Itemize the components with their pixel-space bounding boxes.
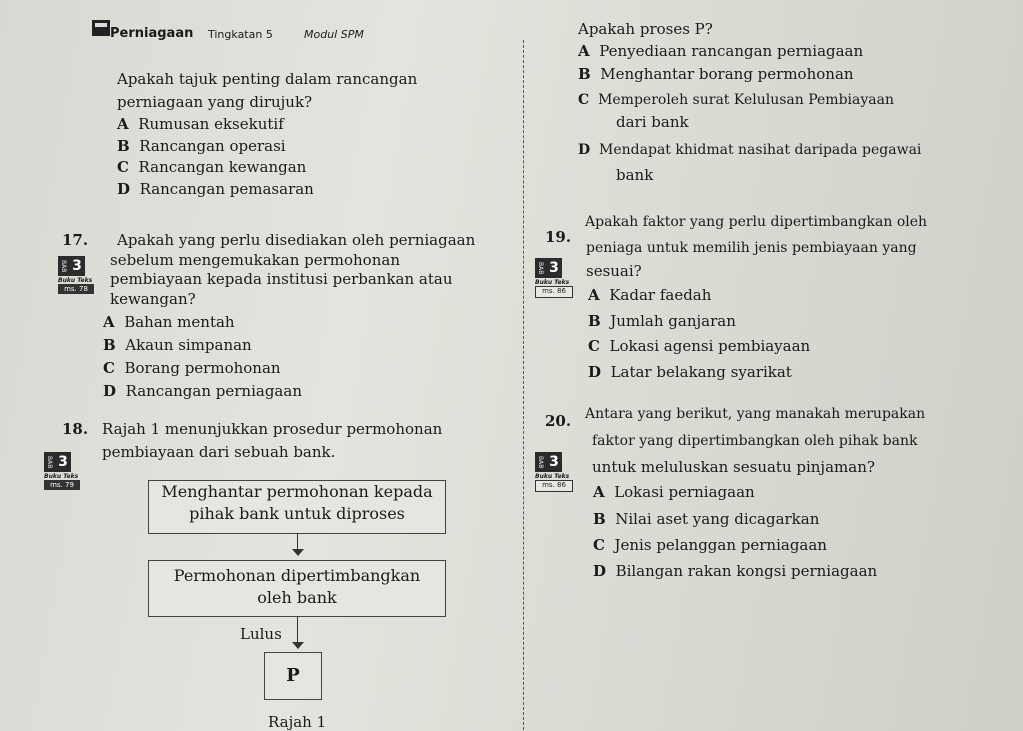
q18-option-b[interactable]: B Menghantar borang permohonan bbox=[578, 65, 854, 83]
flow-arrow-2 bbox=[292, 642, 304, 649]
figure-caption: Rajah 1 bbox=[268, 713, 327, 731]
flow-arrow-1 bbox=[292, 549, 304, 556]
flow-connector-2 bbox=[297, 616, 298, 644]
q19-option-d[interactable]: D Latar belakang syarikat bbox=[588, 363, 792, 381]
q20-option-c[interactable]: C Jenis pelanggan perniagaan bbox=[593, 536, 827, 554]
q17-option-a[interactable]: A Bahan mentah bbox=[103, 313, 235, 331]
header-module: Modul SPM bbox=[304, 28, 364, 41]
q19-option-b[interactable]: B Jumlah ganjaran bbox=[588, 312, 736, 330]
header-form: Tingkatan 5 bbox=[208, 28, 273, 41]
q18-option-a[interactable]: A Penyediaan rancangan perniagaan bbox=[578, 42, 864, 60]
q20-stem-line3: untuk meluluskan sesuatu pinjaman? bbox=[592, 458, 875, 476]
q18-question: Apakah proses P? bbox=[578, 20, 713, 38]
q18-number: 18. bbox=[62, 420, 89, 438]
column-divider bbox=[523, 40, 524, 730]
q17-number: 17. bbox=[62, 231, 89, 249]
q19-option-a[interactable]: A Kadar faedah bbox=[588, 286, 712, 304]
q17-stem-line2: sebelum mengemukakan permohonan bbox=[110, 251, 400, 269]
flow-label-approved: Lulus bbox=[240, 625, 282, 643]
q17-stem-line1: Apakah yang perlu disediakan oleh perniagaan bbox=[117, 231, 476, 249]
q16-option-a[interactable]: A Rumusan eksekutif bbox=[117, 115, 284, 133]
q17-option-b[interactable]: B Akaun simpanan bbox=[103, 336, 252, 354]
q18-stem-line1: Rajah 1 menunjukkan prosedur permohonan bbox=[102, 420, 443, 438]
q16-option-c[interactable]: C Rancangan kewangan bbox=[117, 158, 307, 176]
q20-stem-line1: Antara yang berikut, yang manakah merupakan bbox=[585, 406, 926, 422]
flow-box-submit: Menghantar permohonan kepada pihak bank untuk diproses bbox=[148, 480, 446, 534]
q19-stem-line1: Apakah faktor yang perlu dipertimbangkan oleh bbox=[585, 214, 928, 230]
q19-stem-line2: peniaga untuk memilih jenis pembiayaan yang bbox=[586, 240, 917, 256]
q18-option-d[interactable]: D Mendapat khidmat nasihat daripada pegawai bbox=[578, 142, 922, 158]
q19-number: 19. bbox=[545, 228, 572, 246]
book-icon bbox=[92, 20, 110, 36]
q17-stem-line4: kewangan? bbox=[110, 290, 196, 308]
q16-stem-line2: perniagaan yang dirujuk? bbox=[117, 93, 313, 111]
q20-option-a[interactable]: A Lokasi perniagaan bbox=[593, 483, 755, 501]
q19-stem-line3: sesuai? bbox=[586, 262, 642, 280]
q18-stem-line2: pembiayaan dari sebuah bank. bbox=[102, 443, 336, 461]
q20-number: 20. bbox=[545, 412, 572, 430]
q16-option-b[interactable]: B Rancangan operasi bbox=[117, 137, 286, 155]
q17-option-d[interactable]: D Rancangan perniagaan bbox=[103, 382, 302, 400]
q19-option-c[interactable]: C Lokasi agensi pembiayaan bbox=[588, 337, 811, 355]
q20-option-b[interactable]: B Nilai aset yang dicagarkan bbox=[593, 510, 820, 528]
q16-option-d[interactable]: D Rancangan pemasaran bbox=[117, 180, 314, 198]
flow-box-consider: Permohonan dipertimbangkan oleh bank bbox=[148, 560, 446, 617]
q17-stem-line3: pembiayaan kepada institusi perbankan atau bbox=[110, 270, 453, 288]
exam-page: Perniagaan Tingkatan 5 Modul SPM Apakah tajuk penting dalam rancangan perniagaan yang dirujuk? A Rumusan eksekutif B Rancangan operasi C Rancangan kewangan D Rancangan pemasaran 17. Apakah yang perlu disediakan oleh perniagaan sebelum mengemukakan permohonan pembiayaan kepada institusi perbankan atau kewangan? BAB 3 Buku Teks ms. 78 A Bahan mentah B Akaun simpanan C Borang permohonan D Rancangan perniagaan 18. Rajah 1 menunjukkan prosedur permohonan pembiayaan dari sebuah bank. BAB 3 Buku Teks ms. 79 Menghantar permohonan kepada pihak bank untuk diproses Permohonan dipertimbangkan oleh bank Lulus P Rajah 1 Apakah proses P? A Penyediaan rancangan perniagaan B Menghantar borang permohonan C Memperoleh surat Kelulusan Pembiayaan dari bank D Mendapat khidmat nasihat daripada pegawai bank 19. Apakah faktor yang perlu dipertimbangkan oleh peniaga untuk memilih jenis pembiayaan yang sesuai? BAB 3 Buku Teks ms. 86 A Kadar faedah B Jumlah ganjaran C Lokasi agensi pembiayaan D Latar belakang syarikat 20. Antara yang berikut, yang manakah merupakan faktor yang dipertimbangkan oleh pihak bank untuk meluluskan sesuatu pinjaman? BAB 3 Buku Teks ms. 86 A Lokasi perniagaan B Nilai aset yang dicagarkan C Jenis pelanggan perniagaan D Bilangan rakan kongsi perniagaan bbox=[0, 0, 1023, 731]
q18-option-c-line2: dari bank bbox=[616, 113, 689, 131]
q20-option-d[interactable]: D Bilangan rakan kongsi perniagaan bbox=[593, 562, 878, 580]
header-subject: Perniagaan bbox=[110, 26, 194, 41]
q17-option-c[interactable]: C Borang permohonan bbox=[103, 359, 281, 377]
q16-stem-line1: Apakah tajuk penting dalam rancangan bbox=[117, 70, 418, 88]
flow-box-p: P bbox=[264, 652, 322, 700]
q20-stem-line2: faktor yang dipertimbangkan oleh pihak bank bbox=[592, 433, 918, 449]
q18-option-d-line2: bank bbox=[616, 166, 654, 184]
q18-option-c[interactable]: C Memperoleh surat Kelulusan Pembiayaan bbox=[578, 92, 894, 108]
